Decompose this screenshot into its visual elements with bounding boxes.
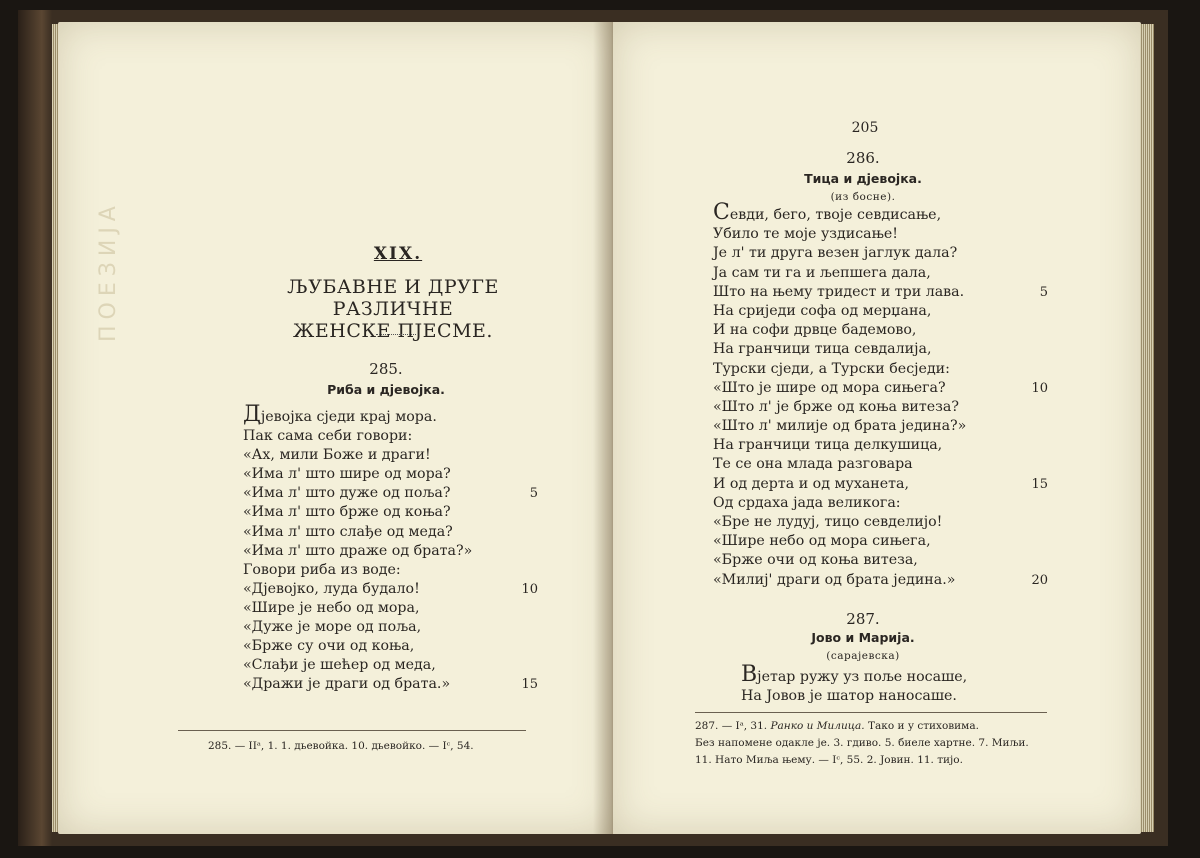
poem-line	[243, 580, 563, 599]
line-number: 20	[1031, 572, 1048, 588]
poem-line	[713, 571, 1043, 590]
bleed-through-text: ПОЕЗИЈА	[96, 200, 121, 342]
poem-line	[713, 455, 1043, 474]
footnote: 285. — IIᵃ, 1. 1. дьевойка. 10. дьевойко. — Iᶜ, 54.	[208, 740, 474, 752]
poem-line	[713, 225, 1043, 244]
poem-line	[713, 244, 1043, 263]
poem-line-text: «Што л' милије од брата једина?»	[713, 418, 967, 435]
poem-line	[713, 321, 1043, 340]
page-number: 205	[851, 120, 879, 136]
poem-line-text: Убило те моје уздисање!	[713, 226, 898, 243]
footnote	[695, 718, 1065, 769]
poem-line-text: «Има л' што шире од мора?	[243, 466, 451, 483]
drop-cap: С	[713, 200, 730, 225]
poem-line-text: «Ах, мили Боже и драги!	[243, 447, 431, 464]
line-number: 5	[529, 486, 538, 502]
poem-line	[713, 379, 1043, 398]
ornament-divider	[376, 334, 416, 339]
left-page	[58, 22, 613, 834]
poem-number: 286.	[846, 149, 880, 167]
poem-line	[713, 494, 1043, 513]
poem-line	[713, 360, 1043, 379]
poem-line-text: «Брже очи од коња витеза,	[713, 552, 918, 569]
poem-line	[713, 398, 1043, 417]
poem-line-text: «Брже су очи од коња,	[243, 638, 415, 655]
line-number: 15	[1031, 476, 1048, 492]
poem-line	[243, 503, 563, 522]
poem-line	[243, 599, 563, 618]
poem-line	[713, 513, 1043, 532]
poem-line-text: На гранчици тица севдалија,	[713, 341, 932, 358]
poem-line	[243, 656, 563, 675]
book-cover-edge	[18, 10, 52, 846]
section-number: XIX.	[373, 244, 423, 264]
poem-line	[713, 283, 1043, 302]
poem-line-text: «Има л' што дуже од поља?	[243, 485, 451, 502]
poem-title: Тица и дјевојка.	[804, 171, 922, 186]
section-title-line-2: ЖЕНСКЕ ПЈЕСМЕ.	[293, 320, 493, 342]
poem-line	[243, 465, 563, 484]
poem-line	[713, 200, 1043, 225]
poem-line-text: «Има л' што слађе од меда?	[243, 523, 453, 540]
section-title	[233, 276, 553, 342]
poem-line-text: «Дражи је драги од брата.»	[243, 676, 451, 693]
poem-number: 287.	[846, 610, 880, 628]
right-page-edges	[1140, 24, 1154, 832]
poem-line-text: «Дуже је море од поља,	[243, 619, 422, 636]
poem-body	[243, 402, 563, 694]
poem-line-text: На гранчици тица делкушица,	[713, 437, 943, 454]
poem-line-text: На Јовов је шатор наносаше.	[741, 688, 957, 705]
footnote-line-1: 287. — Iᵃ, 31. Ранко и Милица. Тако и у стиховима.	[695, 720, 979, 732]
poem-title: Риба и дјевојка.	[327, 382, 445, 397]
poem-subtitle: (сарајевска)	[826, 650, 900, 662]
poem-body	[713, 200, 1043, 590]
footnote-rule	[695, 712, 1047, 713]
poem-line-text: Те се она млада разговара	[713, 456, 913, 473]
poem-line-text: Ја сам ти га и љепшега дала,	[713, 264, 931, 281]
poem-line	[713, 417, 1043, 436]
line-number: 5	[1039, 284, 1048, 300]
poem-line	[243, 675, 563, 694]
line-number: 10	[1031, 380, 1048, 396]
poem-line-text: «Има л' што драже од брата?»	[243, 542, 473, 559]
poem-line-text: Од срдаха јада великога:	[713, 494, 901, 511]
poem-line	[243, 484, 563, 503]
right-page	[613, 22, 1141, 834]
poem-line	[243, 427, 563, 446]
drop-cap: В	[741, 662, 758, 687]
poem-line-text: Што на њему тридест и три лава.	[713, 283, 965, 300]
poem-number: 285.	[369, 360, 403, 378]
poem-line-text: «Слађи је шећер од меда,	[243, 657, 436, 674]
poem-line-text: И на софи дрвце бадемово,	[713, 322, 917, 339]
poem-line	[713, 475, 1043, 494]
poem-line	[243, 402, 563, 427]
footnote-rule	[178, 730, 526, 731]
poem-title: Јово и Марија.	[811, 630, 915, 645]
poem-line	[741, 687, 1071, 706]
poem-line-text: И од дерта и од муханета,	[713, 475, 909, 492]
poem-body	[741, 662, 1071, 706]
poem-line-text: јетар ружу уз поље носаше,	[757, 669, 968, 685]
poem-line	[741, 662, 1071, 687]
poem-line	[713, 436, 1043, 455]
poem-line-text: евди, бего, твоје севдисање,	[729, 207, 942, 223]
poem-line-text: На сриједи софа од мерџана,	[713, 302, 932, 319]
poem-line	[243, 637, 563, 656]
poem-line-text: «Шире небо од мора сињега,	[713, 533, 931, 550]
poem-line-text: «Милиј' драги од брата једина.»	[713, 571, 956, 588]
poem-line-text: «Има л' што брже од коња?	[243, 504, 451, 521]
poem-line-text: «Дјевојко, луда будало!	[243, 580, 420, 597]
drop-cap: Д	[243, 402, 261, 427]
poem-line-text: Је л' ти друга везен јаглук дала?	[713, 245, 958, 262]
poem-line-text: Говори риба из воде:	[243, 561, 401, 578]
poem-line-text: «Што је шире од мора сињега?	[713, 379, 946, 396]
poem-line-text: «Шире је небо од мора,	[243, 599, 420, 616]
poem-line	[713, 264, 1043, 283]
poem-line	[713, 340, 1043, 359]
poem-line-text: Пак сама себи говори:	[243, 428, 413, 445]
line-number: 10	[521, 581, 538, 597]
footnote-line-2: Без напомене одакле је. 3. гдиво. 5. биеле хартне. 7. Миљи.	[695, 737, 1029, 749]
poem-line	[243, 446, 563, 465]
poem-line	[713, 302, 1043, 321]
poem-line	[243, 523, 563, 542]
open-book	[18, 10, 1168, 846]
poem-line	[713, 532, 1043, 551]
poem-line	[243, 561, 563, 580]
poem-subtitle: (из босне).	[830, 191, 896, 203]
footnote-line-3: 11. Нато Миља њему. — Iᶜ, 55. 2. Јовин. 11. тијо.	[695, 754, 963, 766]
line-number: 15	[521, 677, 538, 693]
poem-line	[713, 551, 1043, 570]
poem-line-text: јевојка сједи крај мора.	[260, 409, 437, 425]
poem-line	[243, 542, 563, 561]
poem-line-text: «Бре не лудуј, тицо севделијо!	[713, 514, 943, 530]
poem-line	[243, 618, 563, 637]
poem-line-text: Турски сједи, а Турски бесједи:	[713, 360, 950, 377]
section-title-line-1: ЉУБАВНЕ И ДРУГЕ РАЗЛИЧНЕ	[287, 276, 499, 320]
poem-line-text: «Што л' је брже од коња витеза?	[713, 398, 959, 415]
